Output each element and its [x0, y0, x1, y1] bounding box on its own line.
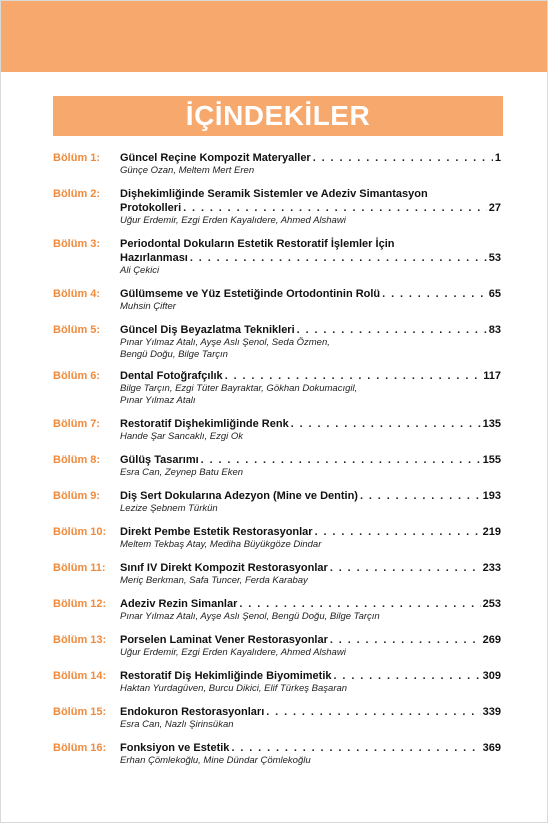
chapter-title-line	[120, 453, 501, 467]
entry-body	[120, 453, 501, 479]
chapter-authors: Pınar Yılmaz Atalı, Ayşe Aslı Şenol, Bengü Doğu, Bilge Tarçın	[120, 611, 380, 622]
dot-leader	[334, 669, 481, 683]
chapter-title-line1: Periodontal Dokuların Estetik Restoratif İşlemler İçin	[120, 238, 395, 250]
chapter-title: Diş Sert Dokularına Adezyon (Mine ve Dentin)	[120, 490, 358, 502]
toc-entry[interactable]	[53, 369, 501, 407]
toc-entry[interactable]	[53, 669, 501, 695]
chapter-title: Gülüş Tasarımı	[120, 454, 199, 466]
chapter-title-line	[120, 633, 501, 647]
chapter-number: Bölüm 13:	[53, 634, 107, 646]
toc-entry[interactable]	[53, 741, 501, 767]
chapter-title: Dental Fotoğrafçılık	[120, 370, 223, 382]
entry-body	[120, 741, 501, 767]
chapter-title: Hazırlanması	[120, 252, 188, 264]
entry-body	[120, 489, 501, 515]
chapter-authors: Esra Can, Nazlı Şirinsükan	[120, 719, 234, 730]
chapter-title-line	[120, 561, 501, 575]
dot-leader	[313, 151, 493, 165]
toc-entry[interactable]	[53, 705, 501, 731]
entry-body	[120, 417, 501, 443]
chapter-authors: Lezize Şebnem Türkün	[120, 503, 218, 514]
chapter-title: Direkt Pembe Estetik Restorasyonlar	[120, 526, 313, 538]
entry-body	[120, 669, 501, 695]
page-number: 135	[482, 418, 501, 430]
chapter-title: Restoratif Diş Hekimliğinde Biyomimetik	[120, 670, 332, 682]
dot-leader	[382, 287, 487, 301]
dot-leader	[330, 561, 481, 575]
toc-entry[interactable]	[53, 187, 501, 227]
page-number: 27	[488, 202, 501, 214]
page-number: 309	[482, 670, 501, 682]
chapter-number: Bölüm 9:	[53, 490, 101, 502]
entry-body	[120, 187, 501, 227]
entry-body	[120, 525, 501, 551]
dot-leader	[330, 633, 481, 647]
entry-body	[120, 287, 501, 313]
page-number: 269	[482, 634, 501, 646]
dot-leader	[225, 369, 482, 383]
chapter-authors: Bilge Tarçın, Ezgi Tüter Bayraktar, Gökhan Dokumacıgil,	[120, 383, 358, 394]
chapter-title-line	[120, 741, 501, 755]
chapter-title-line	[120, 525, 501, 539]
chapter-title: Endokuron Restorasyonları	[120, 706, 265, 718]
chapter-title: Porselen Laminat Vener Restorasyonlar	[120, 634, 328, 646]
page-number: 83	[488, 324, 501, 336]
chapter-title-line	[120, 705, 501, 719]
chapter-authors: Pınar Yılmaz Atalı	[120, 395, 196, 406]
chapter-title: Adeziv Rezin Simanlar	[120, 598, 238, 610]
toc-entry[interactable]	[53, 417, 501, 443]
toc-entry[interactable]	[53, 525, 501, 551]
chapter-authors: Erhan Çömlekoğlu, Mine Dündar Çömlekoğlu	[120, 755, 311, 766]
chapter-title-line	[120, 597, 501, 611]
chapter-title: Sınıf IV Direkt Kompozit Restorasyonlar	[120, 562, 328, 574]
entry-body	[120, 633, 501, 659]
chapter-authors: Meriç Berkman, Safa Tuncer, Ferda Karabay	[120, 575, 308, 586]
chapter-authors: Bengü Doğu, Bilge Tarçın	[120, 349, 228, 360]
chapter-authors: Meltem Tekbaş Atay, Mediha Büyükgöze Dindar	[120, 539, 322, 550]
toc-entry[interactable]	[53, 561, 501, 587]
page-number: 117	[483, 370, 501, 382]
page-number: 219	[482, 526, 501, 538]
chapter-number: Bölüm 4:	[53, 288, 101, 300]
entry-body	[120, 597, 501, 623]
page-number: 1	[494, 152, 501, 164]
chapter-title: Protokolleri	[120, 202, 182, 214]
chapter-title-line	[120, 201, 501, 215]
page-number: 369	[482, 742, 501, 754]
chapter-title: Gülümseme ve Yüz Estetiğinde Ortodontinin Rolü	[120, 288, 381, 300]
chapter-number: Bölüm 15:	[53, 706, 107, 718]
toc-entry[interactable]	[53, 151, 501, 177]
chapter-authors: Muhsin Çifter	[120, 301, 176, 312]
chapter-number: Bölüm 10:	[53, 526, 107, 538]
dot-leader	[315, 525, 481, 539]
page-number: 339	[482, 706, 501, 718]
chapter-number: Bölüm 6:	[53, 370, 101, 382]
chapter-authors: Uğur Erdemir, Ezgi Erden Kayalıdere, Ahmed Alshawi	[120, 215, 346, 226]
entry-body	[120, 237, 501, 277]
chapter-title: Güncel Reçine Kompozit Materyaller	[120, 152, 311, 164]
dot-leader	[239, 597, 480, 611]
dot-leader	[297, 323, 487, 337]
chapter-number: Bölüm 11:	[53, 562, 106, 574]
dot-leader	[201, 453, 481, 467]
chapter-authors: Günçe Ozan, Meltem Mert Eren	[120, 165, 255, 176]
dot-leader	[183, 201, 487, 215]
page-number: 193	[482, 490, 501, 502]
page-number: 53	[488, 252, 501, 264]
entry-body	[120, 151, 501, 177]
chapter-number: Bölüm 1:	[53, 152, 101, 164]
chapter-number: Bölüm 2:	[53, 188, 101, 200]
chapter-title-line	[120, 151, 501, 165]
chapter-title-line1: Dişhekimliğinde Seramik Sistemler ve Adeziv Simantasyon	[120, 188, 428, 200]
chapter-title-line	[120, 251, 501, 265]
toc-entry[interactable]	[53, 237, 501, 277]
chapter-authors: Hande Şar Sancaklı, Ezgi Ok	[120, 431, 244, 442]
chapter-authors: Ali Çekici	[120, 265, 160, 276]
dot-leader	[291, 417, 481, 431]
chapter-title: Güncel Diş Beyazlatma Teknikleri	[120, 324, 295, 336]
chapter-authors: Haktan Yurdagüven, Burcu Dikici, Elif Türkeş Başaran	[120, 683, 348, 694]
chapter-number: Bölüm 16:	[53, 742, 107, 754]
page-number: 155	[482, 454, 501, 466]
chapter-authors: Pınar Yılmaz Atalı, Ayşe Aslı Şenol, Seda Özmen,	[120, 337, 330, 348]
page-title: İÇİNDEKİLER	[185, 100, 371, 131]
page-number: 233	[482, 562, 501, 574]
chapter-number: Bölüm 14:	[53, 670, 107, 682]
toc-entry[interactable]	[53, 489, 501, 515]
chapter-number: Bölüm 7:	[53, 418, 101, 430]
chapter-title-line	[120, 417, 501, 431]
toc-entry[interactable]	[53, 633, 501, 659]
chapter-title: Restoratif Dişhekimliğinde Renk	[120, 418, 289, 430]
header-band	[1, 1, 547, 72]
chapter-title-line	[120, 369, 501, 383]
chapter-title-line	[120, 287, 501, 301]
dot-leader	[360, 489, 481, 503]
entry-body	[120, 369, 501, 407]
chapter-title-line	[120, 323, 501, 337]
toc-entry[interactable]	[53, 453, 501, 479]
entry-body	[120, 561, 501, 587]
toc-entry[interactable]	[53, 323, 501, 361]
page-number: 253	[482, 598, 501, 610]
dot-leader	[190, 251, 487, 265]
chapter-authors: Esra Can, Zeynep Batu Eken	[120, 467, 244, 478]
dot-leader	[266, 705, 480, 719]
toc-entry[interactable]	[53, 597, 501, 623]
toc-entry[interactable]	[53, 287, 501, 313]
entry-body	[120, 323, 501, 361]
table-of-contents	[53, 151, 501, 777]
chapter-title: Fonksiyon ve Estetik	[120, 742, 230, 754]
chapter-number: Bölüm 5:	[53, 324, 101, 336]
chapter-title-line	[120, 489, 501, 503]
page-number: 65	[488, 288, 501, 300]
chapter-number: Bölüm 3:	[53, 238, 101, 250]
chapter-title-line	[120, 669, 501, 683]
entry-body	[120, 705, 501, 731]
chapter-authors: Uğur Erdemir, Ezgi Erden Kayalıdere, Ahmed Alshawi	[120, 647, 346, 658]
dot-leader	[231, 741, 480, 755]
chapter-number: Bölüm 12:	[53, 598, 107, 610]
title-bar	[53, 96, 503, 136]
chapter-number: Bölüm 8:	[53, 454, 101, 466]
